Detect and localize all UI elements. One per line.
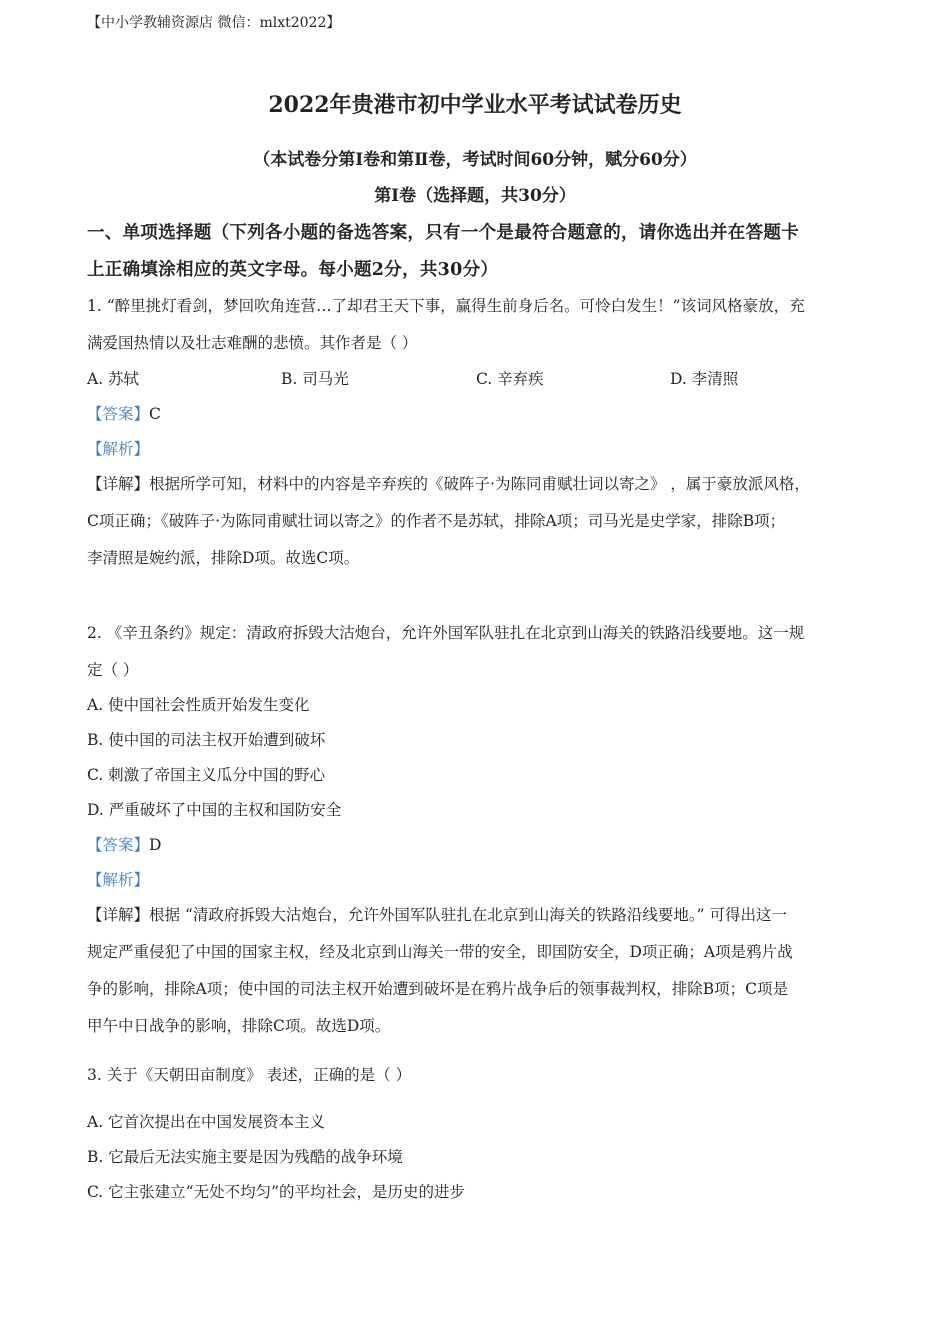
q2-detail-line3: 争的影响，排除A项；使中国的司法主权开始遭到破坏是在鸦片战争后的领事裁判权，排除B项；C项是 — [87, 980, 788, 998]
q3-stem: 3. 关于《天朝田亩制度》 表述，正确的是（ ） — [87, 1066, 412, 1084]
q2-detail-line4: 甲午中日战争的影响，排除C项。故选D项。 — [87, 1017, 391, 1035]
q1-stem-line2: 满爱国热情以及壮志难酬的悲愤。其作者是（ ） — [87, 334, 418, 352]
q1-option-d: D. 李清照 — [670, 370, 739, 388]
detail-tag: 【详解】 — [87, 906, 150, 924]
q1-analysis-tag: 【解析】 — [87, 440, 150, 458]
q1-option-c: C. 辛弃疾 — [476, 370, 544, 388]
q1-answer — [87, 402, 161, 424]
q2-answer — [87, 833, 161, 855]
page-title: 2022年贵港市初中学业水平考试试卷历史 — [268, 92, 682, 118]
answer-value: D — [149, 836, 162, 854]
q2-stem-line1: 2. 《辛丑条约》规定：清政府拆毁大沽炮台，允许外国军队驻扎在北京到山海关的铁路沿线要地。这一规 — [87, 624, 805, 642]
answer-value: C — [149, 405, 161, 423]
exam-info: （本试卷分第Ⅰ卷和第Ⅱ卷，考试时间60分钟，赋分60分） — [253, 150, 697, 170]
q2-option-a: A. 使中国社会性质开始发生变化 — [87, 696, 310, 714]
q2-option-b: B. 使中国的司法主权开始遭到破坏 — [87, 731, 326, 749]
q2-option-d: D. 严重破坏了中国的主权和国防安全 — [87, 801, 342, 819]
q2-detail-line2: 规定严重侵犯了中国的国家主权，经及北京到山海关一带的安全，即国防安全，D项正确；A项是鸦片战 — [87, 943, 793, 961]
q3-option-a: A. 它首次提出在中国发展资本主义 — [87, 1113, 326, 1131]
q2-detail-line1 — [87, 903, 787, 925]
q2-stem-line2: 定（ ） — [87, 661, 139, 679]
q1-detail-line1 — [87, 472, 810, 494]
q1-detail-line2: C项正确；《破阵子·为陈同甫赋壮词以寄之》的作者不是苏轼，排除A项；司马光是史学家，排除B项； — [87, 512, 786, 530]
q1-option-b: B. 司马光 — [281, 370, 349, 388]
q3-option-c: C. 它主张建立“无处不均匀”的平均社会，是历史的进步 — [87, 1183, 466, 1201]
q1-detail-line3: 李清照是婉约派，排除D项。故选C项。 — [87, 549, 360, 567]
q2-option-c: C. 刺激了帝国主义瓜分中国的野心 — [87, 766, 326, 784]
q2-analysis-tag: 【解析】 — [87, 871, 150, 889]
page-header: 【中小学教辅资源店 微信：mlxt2022】 — [87, 15, 341, 31]
answer-tag: 【答案】 — [87, 836, 150, 854]
q1-option-a: A. 苏轼 — [87, 370, 140, 388]
section-heading-line1: 一、单项选择题（下列各小题的备选答案，只有一个是最符合题意的，请你选出并在答题卡 — [87, 223, 799, 243]
part-heading: 第Ⅰ卷（选择题，共30分） — [374, 186, 576, 206]
section-heading-line2: 上正确填涂相应的英文字母。每小题2分，共30分） — [87, 260, 499, 280]
detail-text: 根据所学可知，材料中的内容是辛弃疾的《破阵子·为陈同甫赋壮词以寄之》 ，属于豪放派风格， — [149, 475, 810, 493]
detail-tag: 【详解】 — [87, 475, 150, 493]
detail-text: 根据 “清政府拆毁大沽炮台，允许外国军队驻扎在北京到山海关的铁路沿线要地。” 可得出这一 — [149, 906, 787, 924]
answer-tag: 【答案】 — [87, 405, 150, 423]
q3-option-b: B. 它最后无法实施主要是因为残酷的战争环境 — [87, 1148, 403, 1166]
q1-stem-line1: 1. “醉里挑灯看剑，梦回吹角连营…了却君王天下事，赢得生前身后名。可怜白发生！”该词风格豪放，充 — [87, 297, 805, 315]
